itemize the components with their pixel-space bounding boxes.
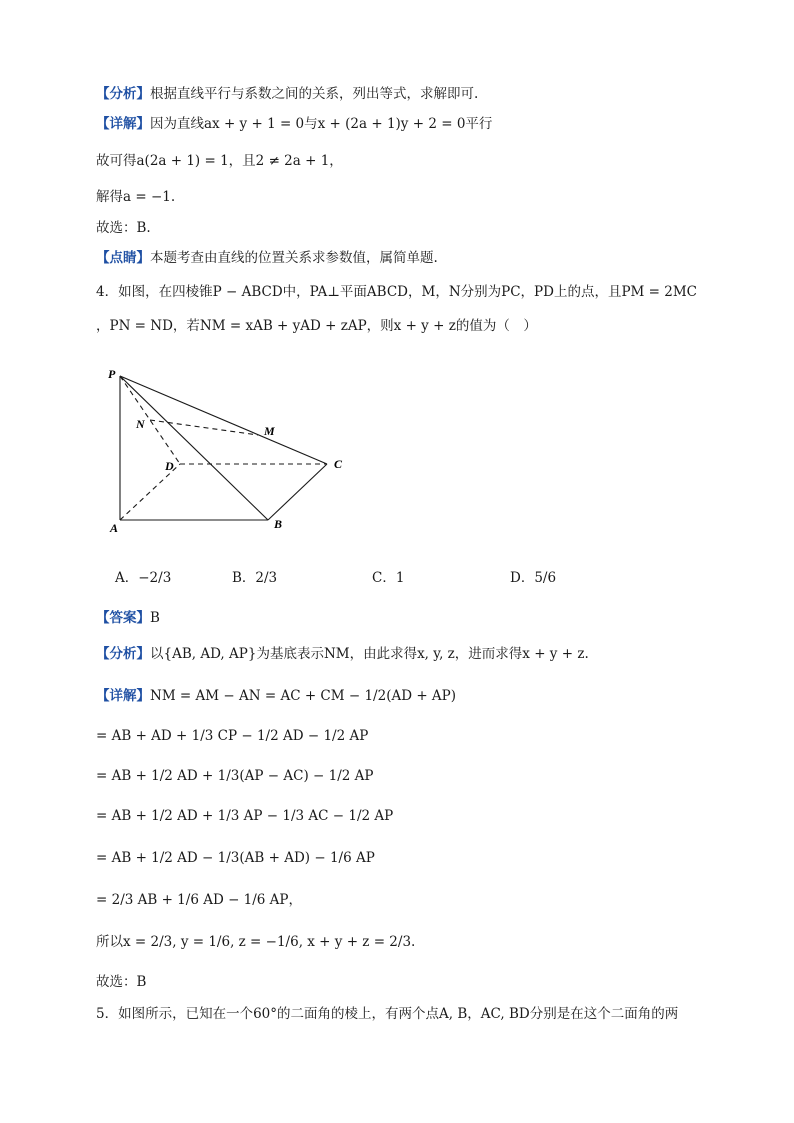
detail-line-q4 [96,686,456,706]
pyramid-figure [100,360,360,540]
comment-tag: 【点睛】 [96,250,150,266]
detail-tag: 【详解】 [96,116,150,132]
label-A: A [110,521,119,535]
edge-PB [120,376,268,520]
derivation-step-2: = AB + AD + 1/3 CP − 1/2 AD − 1/2 AP [96,728,369,744]
analysis-text-q4: 以{AB, AD, AP}为基底表示NM，由此求得x, y, z，进而求得x + y + z. [150,646,589,662]
question-4-stem-line2: ，PN = ND，若NM = xAB + yAD + zAP，则x + y + z的值为（ ） [96,318,537,334]
derivation-step-6: = 2/3 AB + 1/6 AD − 1/6 AP， [96,892,303,908]
choice-b-label: B． [232,570,256,586]
edge-BC [268,464,327,520]
choice-b-value: 2/3 [255,570,278,586]
choice-d[interactable] [510,566,556,586]
analysis-text: 根据直线平行与系数之间的关系，列出等式，求解即可. [150,86,479,102]
choose-line-q4: 故选：B [96,974,147,990]
choice-b[interactable] [232,566,277,586]
detail-line [96,114,492,134]
analysis-tag: 【分析】 [96,86,150,102]
label-M: M [264,424,275,438]
analysis-tag-q4: 【分析】 [96,646,150,662]
question-5-stem-line1: 5．如图所示，已知在一个60°的二面角的棱上，有两个点A, B，AC, BD分别是在这个二面角的两 [96,1006,679,1022]
label-B: B [274,517,283,531]
analysis-line-q4 [96,644,589,664]
label-P: P [108,367,116,381]
derivation-step-3: = AB + 1/2 AD + 1/3(AP − AC) − 1/2 AP [96,768,374,784]
choice-a[interactable] [115,566,171,586]
choice-c-label: C． [372,570,396,586]
comment-line [96,248,438,268]
choice-c[interactable] [372,566,404,586]
derivation-step-1: NM = AM − AN = AC + CM − 1/2(AD + AP) [150,688,457,704]
step-line-2: 解得a = −1. [96,189,176,205]
answer-tag: 【答案】 [96,610,150,626]
label-N: N [136,417,145,431]
derivation-step-5: = AB + 1/2 AD − 1/3(AB + AD) − 1/6 AP [96,850,375,866]
answer-value: B [150,610,160,626]
detail-text: 因为直线ax + y + 1 = 0与x + (2a + 1)y + 2 = 0平行 [150,116,493,132]
answer-line [96,608,160,628]
choice-d-label: D． [510,570,535,586]
detail-tag-q4: 【详解】 [96,688,150,704]
choice-a-value: −2/3 [138,570,172,586]
conclusion-line: 所以x = 2/3, y = 1/6, z = −1/6, x + y + z = 2/3. [96,934,416,950]
comment-text: 本题考查由直线的位置关系求参数值，属简单题. [150,250,438,266]
step-line-1: 故可得a(2a + 1) = 1，且2 ≠ 2a + 1， [96,153,343,169]
choice-d-value: 5/6 [534,570,557,586]
choice-a-label: A． [115,570,139,586]
choice-c-value: 1 [395,570,405,586]
derivation-step-4: = AB + 1/2 AD + 1/3 AP − 1/3 AC − 1/2 AP [96,808,394,824]
choose-line: 故选：B. [96,220,151,236]
analysis-line [96,84,478,104]
question-4-stem-line1: 4．如图，在四棱锥P − ABCD中，PA⊥平面ABCD，M，N分别为PC，PD上的点，且PM = 2MC [96,284,697,300]
label-D: D [165,459,174,473]
label-C: C [334,457,343,471]
